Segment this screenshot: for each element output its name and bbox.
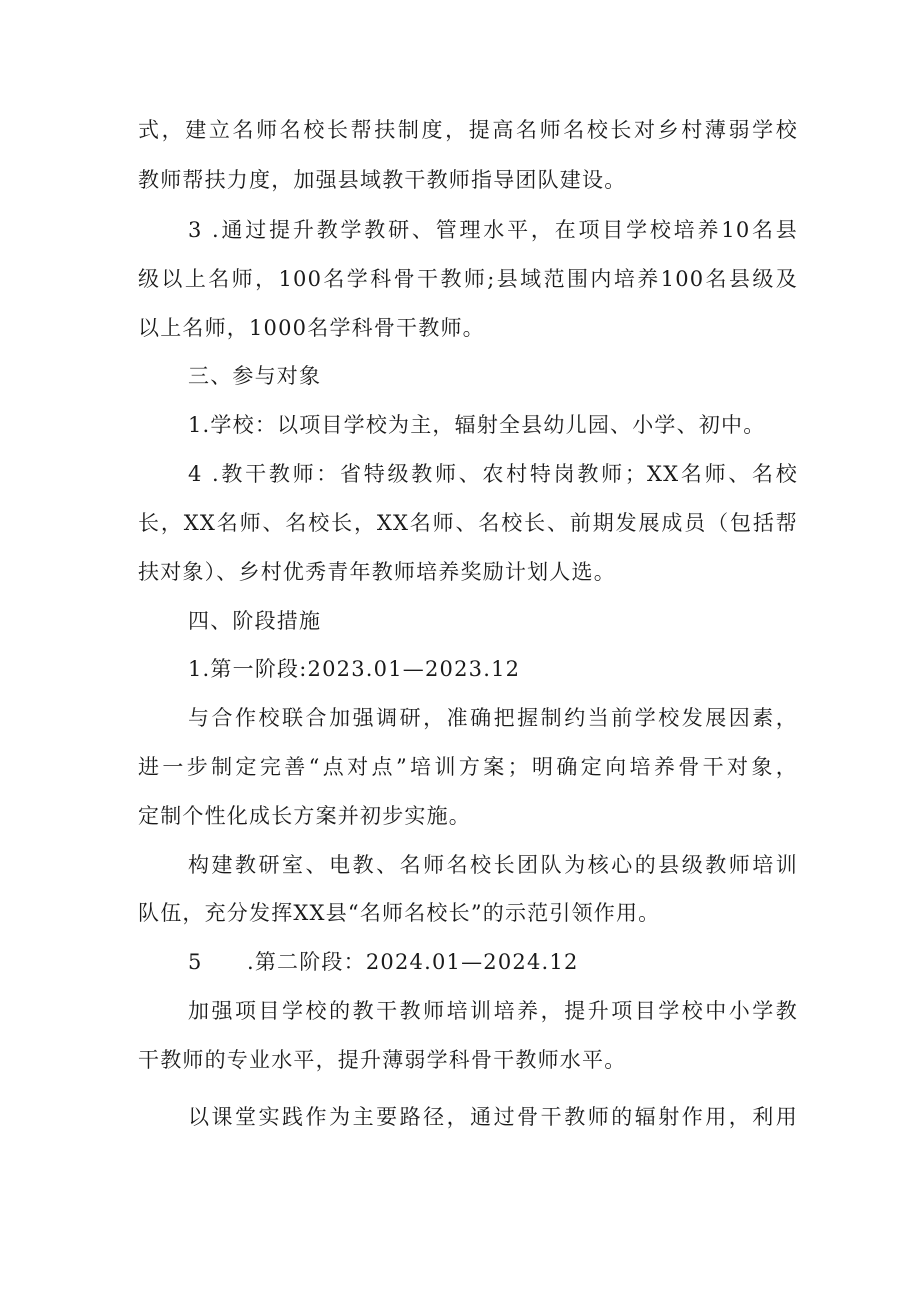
paragraph-line: 教师帮扶力度，加强县域教干教师指导团队建设。: [138, 168, 627, 192]
subheading-line: 1.第一阶段:2023.01—2023.12: [188, 657, 521, 681]
paragraph-line: 级以上名师，100名学科骨干教师;县域范围内培养100名县级及: [138, 267, 798, 291]
paragraph-line: 4 .教干教师：省特级教师、农村特岗教师；XX名师、名校: [188, 462, 798, 486]
paragraph-line: 队伍，充分发挥XX县“名师名校长”的示范引领作用。: [138, 901, 661, 925]
paragraph-line: 进一步制定完善“点对点”培训方案；明确定向培养骨干对象，: [138, 755, 798, 779]
paragraph-line: 干教师的专业水平，提升薄弱学科骨干教师水平。: [138, 1048, 627, 1072]
section-heading: 三、参与对象: [188, 364, 322, 388]
paragraph-line: 3 .通过提升教学教研、管理水平，在项目学校培养10名县: [188, 218, 798, 242]
paragraph-line: 以课堂实践作为主要路径，通过骨干教师的辐射作用，利用: [188, 1105, 798, 1129]
paragraph-line: 扶对象）、乡村优秀青年教师培养奖励计划人选。: [138, 560, 616, 584]
paragraph-line: 1.学校：以项目学校为主，辐射全县幼儿园、小学、初中。: [188, 413, 766, 437]
paragraph-line: 与合作校联合加强调研，准确把握制约当前学校发展因素，: [188, 706, 798, 730]
paragraph-line: 式，建立名师名校长帮扶制度，提高名师名校长对乡村薄弱学校: [138, 118, 798, 142]
subheading-line: 5 .第二阶段：2024.01—2024.12: [188, 950, 579, 974]
paragraph-line: 构建教研室、电教、名师名校长团队为核心的县级教师培训: [188, 853, 798, 877]
paragraph-line: 长，XX名师、名校长，XX名师、名校长、前期发展成员（包括帮: [138, 511, 798, 535]
paragraph-line: 定制个性化成长方案并初步实施。: [138, 804, 471, 828]
paragraph-line: 以上名师，1000名学科骨干教师。: [138, 316, 485, 340]
paragraph-line: 加强项目学校的教干教师培训培养，提升项目学校中小学教: [188, 999, 798, 1023]
section-heading: 四、阶段措施: [188, 609, 322, 633]
